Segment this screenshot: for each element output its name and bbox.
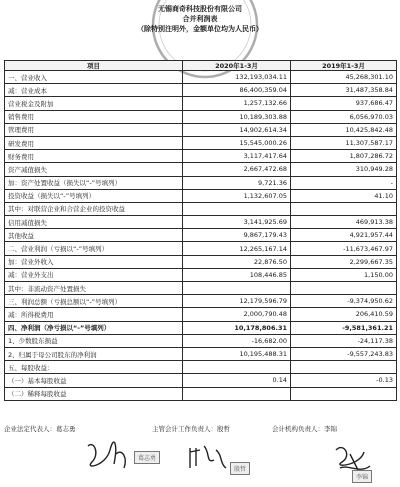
column-header-item: 项目 [5,61,183,71]
value-2020: 15,545,000.26 [183,136,291,149]
table-row [5,361,397,374]
value-2019: 10,425,842.48 [291,123,397,136]
row-label: 管理费用 [5,123,183,136]
table-row [5,123,397,136]
value-2019: -24,117.38 [291,334,397,347]
value-2019 [291,361,397,374]
value-2020: 10,189,303.88 [183,110,291,123]
row-label: 减：营业外支出 [5,268,183,281]
row-label: 加：资产处置收益（损失以“-”号填列） [5,176,183,189]
row-label: （一）基本每股收益 [5,374,183,387]
value-2019 [291,202,397,215]
value-2020: 3,141,925.69 [183,216,291,229]
value-2019: 2,299,667.35 [291,255,397,268]
value-2020: 108,446.85 [183,268,291,281]
row-label: （二）稀释每股收益 [5,387,183,400]
value-2019: 937,686.47 [291,97,397,110]
value-2020: 1,257,132.66 [183,97,291,110]
value-2019 [291,282,397,295]
signature-legal-rep-icon [84,436,134,476]
row-label: 财务费用 [5,150,183,163]
table-row [5,334,397,347]
row-label: 其他收益 [5,229,183,242]
table-row [5,295,397,308]
value-2020: 14,902,614.34 [183,123,291,136]
accounting-head-label: 会计机构负责人：李锦 [272,425,337,433]
stamp-accounting-head: 李锦 [352,470,372,483]
table-row [5,202,397,215]
value-2019: 4,921,957.44 [291,229,397,242]
value-2020: 3,117,417.64 [183,150,291,163]
income-statement-table [4,60,397,401]
row-label: 二、营业利润（亏损以“-”号填列） [5,242,183,255]
value-2020: 10,178,806.31 [183,321,291,334]
row-label: 销售费用 [5,110,183,123]
row-label: 加：营业外收入 [5,255,183,268]
row-label: 一、营业收入 [5,71,183,84]
stamp-chief-accountant: 殷哲 [230,462,250,475]
table-row [5,71,397,84]
table-row [5,282,397,295]
value-2019: 31,487,358.84 [291,84,397,97]
column-header-2019: 2019年1-3月 [291,61,397,71]
table-row [5,347,397,360]
value-2019: -11,673,467.97 [291,242,397,255]
table-row [5,255,397,268]
row-label: 其中：对联营企业和合营企业的投资收益 [5,202,183,215]
value-2020: 9,867,179.43 [183,229,291,242]
row-label: 减：所得税费用 [5,308,183,321]
value-2019: 41.10 [291,189,397,202]
company-name: 无锡商奇科技股份有限公司 [158,5,242,13]
table-row [5,136,397,149]
value-2020: 1,132,607.05 [183,189,291,202]
value-2020: 132,193,034.11 [183,71,291,84]
value-2019: 310,949.28 [291,163,397,176]
value-2020: 2,000,790.48 [183,308,291,321]
row-label: 其中：非流动资产处置损失 [5,282,183,295]
row-label: 1、少数股东损益 [5,334,183,347]
table-row [5,150,397,163]
value-2019: -9,374,950.62 [291,295,397,308]
value-2020 [183,202,291,215]
table-row [5,216,397,229]
value-2020 [183,282,291,295]
value-2019: - [291,176,397,189]
table-row [5,163,397,176]
unit-note: （除特别注明外，金额单位均为人民币） [137,25,263,33]
chief-accountant-label: 主管会计工作负责人：殷哲 [152,425,230,433]
value-2020: 12,265,167.14 [183,242,291,255]
value-2019: 11,307,587.17 [291,136,397,149]
table-row [5,374,397,387]
table-row [5,387,397,400]
table-row [5,229,397,242]
table-row [5,242,397,255]
value-2019: 45,268,301.10 [291,71,397,84]
row-label: 资产减值损失 [5,163,183,176]
value-2020: 10,195,488.31 [183,347,291,360]
table-row [5,308,397,321]
table-row [5,268,397,281]
row-label: 投资收益（损失以“-”号填列） [5,189,183,202]
value-2020: 86,400,359.04 [183,84,291,97]
column-header-2020: 2020年1-3月 [183,61,291,71]
table-header-row [5,61,397,71]
svg-text:技股份有限公 [172,0,238,1]
value-2019: 6,056,970.03 [291,110,397,123]
value-2020: 9,721.36 [183,176,291,189]
statement-title: 合并利润表 [182,15,218,23]
table-row [5,321,397,334]
row-label: 研发费用 [5,136,183,149]
signature-chief-accountant-icon [186,442,230,474]
legal-rep-label: 企业法定代表人：葛志勇 [4,425,76,433]
row-label: 2、归属于母公司股东的净利润 [5,347,183,360]
row-label: 减：营业成本 [5,84,183,97]
value-2019: -0.13 [291,374,397,387]
value-2020: -16,682.00 [183,334,291,347]
table-row [5,110,397,123]
value-2019: -9,557,243.83 [291,347,397,360]
row-label: 营业税金及附加 [5,97,183,110]
value-2019: -9,581,361.21 [291,321,397,334]
row-label: 四、净利润（净亏损以“-”号填列） [5,321,183,334]
stamp-legal-rep: 葛志勇 [134,451,160,464]
value-2020: 22,876.50 [183,255,291,268]
value-2019: 469,913.38 [291,216,397,229]
value-2020: 12,179,596.79 [183,295,291,308]
value-2020 [183,361,291,374]
value-2020: 2,667,472.68 [183,163,291,176]
table-row [5,189,397,202]
value-2019 [291,387,397,400]
value-2020: 0.14 [183,374,291,387]
table-row [5,84,397,97]
value-2019: 1,807,286.72 [291,150,397,163]
table-row [5,176,397,189]
value-2019: 1,150.00 [291,268,397,281]
value-2019: 206,410.59 [291,308,397,321]
row-label: 信用减值损失 [5,216,183,229]
row-label: 三、利润总额（亏损总额以“-”号填列） [5,295,183,308]
value-2020 [183,387,291,400]
statement-header [0,4,400,34]
row-label: 五、每股收益： [5,361,183,374]
table-row [5,97,397,110]
